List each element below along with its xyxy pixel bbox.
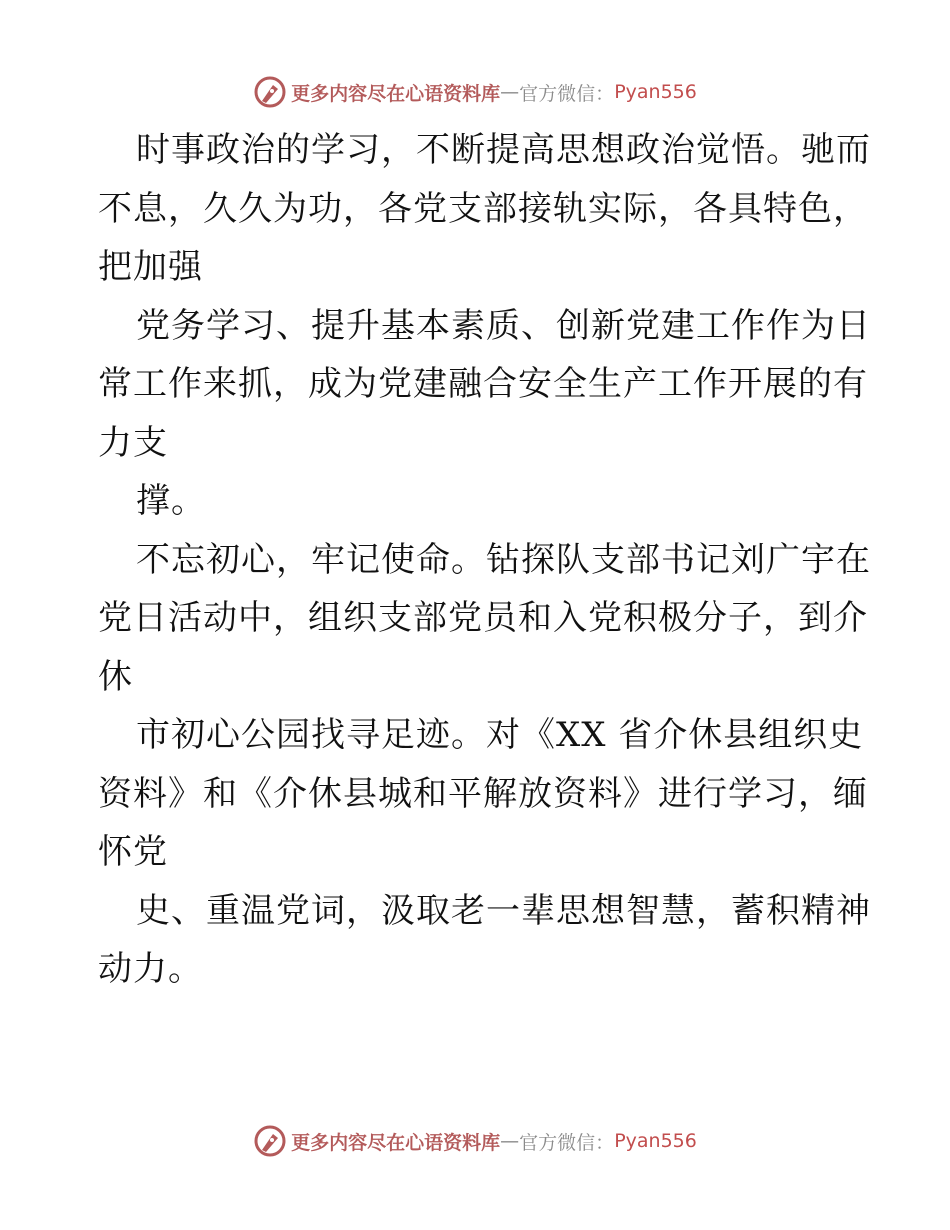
- header-watermark-banner: [0, 72, 950, 112]
- text-line: 力支: [98, 422, 168, 463]
- header-banner-separator: —: [500, 81, 520, 103]
- footer-banner-wechat-id: Pyan556: [614, 1130, 697, 1152]
- text-line: 常工作来抓，成为党建融合安全生产工作开展的有: [98, 364, 868, 404]
- footer-banner-separator: —: [500, 1130, 520, 1152]
- text-line: 党日活动中，组织支部党员和入党积极分子，到介: [98, 598, 868, 638]
- text-line: 把加强: [98, 247, 203, 287]
- text-line: 党务学习、提升基本素质、创新党建工作作为日: [136, 305, 871, 346]
- header-banner-main: 更多内容尽在心语资料库: [291, 82, 501, 105]
- header-banner-wechat-id: Pyan556: [614, 81, 697, 103]
- text-line: 撑。: [136, 481, 206, 521]
- text-line: 不息，久久为功，各党支部接轨实际，各具特色，: [98, 188, 868, 229]
- footer-watermark-banner: [0, 1121, 950, 1161]
- text-line: 怀党: [98, 832, 168, 872]
- footer-banner-wechat-label: 官方微信：: [519, 1131, 615, 1154]
- text-line: 不忘初心，牢记使命。钻探队支部书记刘广宇在: [136, 539, 871, 580]
- text-line: 动力。: [98, 949, 203, 989]
- footer-banner-main: 更多内容尽在心语资料库: [291, 1131, 501, 1154]
- pen-nib-logo-icon: [253, 1124, 287, 1158]
- text-line: 市初心公园找寻足迹。对《XX 省介休县组织史: [136, 715, 864, 755]
- text-line: 时事政治的学习，不断提高思想政治觉悟。驰而: [136, 130, 871, 170]
- footer-banner-text: [291, 1128, 697, 1155]
- text-line: 休: [98, 656, 133, 697]
- document-body: [98, 121, 871, 999]
- text-line: 资料》和《介休县城和平解放资料》进行学习，缅: [98, 773, 868, 814]
- pen-nib-logo-icon: [253, 75, 287, 109]
- header-banner-text: [291, 79, 697, 106]
- text-line: 史、重温党词，汲取老一辈思想智慧，蓄积精神: [136, 890, 871, 931]
- header-banner-wechat-label: 官方微信：: [519, 82, 615, 105]
